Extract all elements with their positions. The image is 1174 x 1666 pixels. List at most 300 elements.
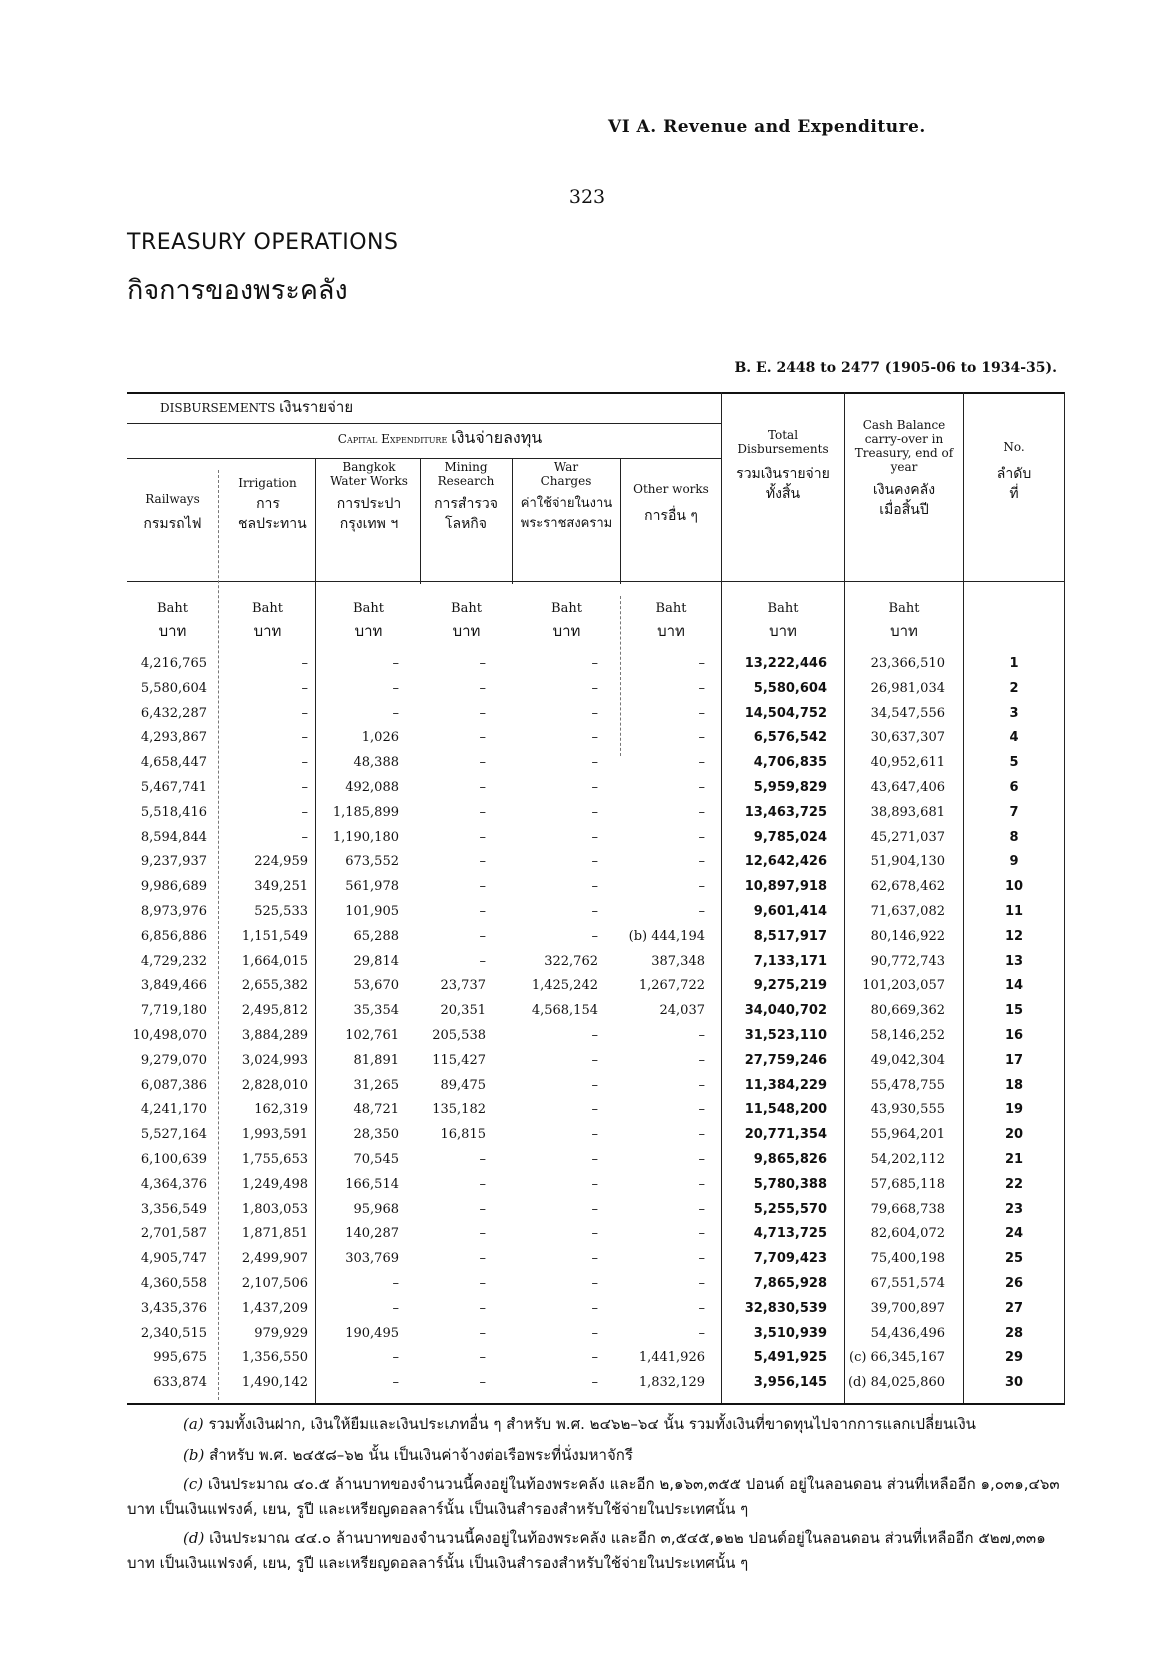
table-row: [127, 1322, 1065, 1347]
cell-war: –: [591, 1127, 598, 1143]
footnote-mark: (a): [183, 1415, 204, 1433]
cell-other: –: [698, 755, 705, 771]
cell-mining: –: [479, 854, 486, 870]
cell-water-works: –: [392, 656, 399, 671]
cell-irrigation: 2,655,382: [241, 978, 308, 994]
col-header-en: Bangkok Water Works: [330, 460, 408, 488]
cell-irrigation: 1,490,142: [241, 1375, 308, 1391]
cell-railways: 9,986,689: [140, 879, 207, 895]
table-row: [127, 1098, 1065, 1123]
table-bottom-rule: [127, 1403, 1065, 1405]
cell-total: 10,897,918: [744, 879, 827, 895]
col-header-th: กรมรถไฟ: [143, 516, 202, 532]
cell-balance: 45,271,037: [870, 829, 945, 845]
cell-number: 18: [1004, 1077, 1024, 1093]
col-header-th: การอื่น ๆ: [644, 508, 698, 524]
cell-irrigation: –: [301, 779, 308, 795]
cell-railways: 4,729,232: [140, 953, 207, 969]
cell-irrigation: –: [301, 705, 308, 721]
cell-total: 3,956,145: [753, 1375, 827, 1391]
cell-war: –: [591, 1151, 598, 1167]
cell-mining: –: [479, 1375, 486, 1391]
cell-irrigation: 1,664,015: [241, 953, 308, 969]
col-header-water-works: [317, 460, 420, 534]
cell-number: 13: [1004, 953, 1024, 969]
cell-number: 7: [1009, 804, 1019, 820]
col-header-en: Total Disbursements: [737, 428, 829, 456]
unit-th: บาท: [552, 622, 581, 640]
cell-total: 5,580,604: [753, 680, 827, 696]
cell-total: 9,865,826: [753, 1151, 827, 1167]
cell-mining: 135,182: [432, 1102, 486, 1118]
col-header-th: ค่าใช้จ่ายในงาน พระราชสงคราม: [520, 496, 613, 531]
cell-railways: 10,498,070: [132, 1027, 207, 1043]
cell-total: 9,275,219: [753, 978, 827, 994]
footnote-text: เงินประมาณ ๔๐.๕ ล้านบาทของจำนวนนี้คงอยู่ในท้องพระคลัง และอีก ๒,๑๖๓,๓๕๕ ปอนด์ อยู่ในลอนดอน ส่วนที่เหลืออีก ๑,๐๓๑,๔๖๓ บาท เป็นเงินแฟรงค์, เยน, รูปี และเหรียญดอลลาร์นั้น เป็นเงินสำรองสำหรับใช้จ่ายในประเทศนั้น ๆ: [127, 1475, 1060, 1518]
cell-total: 12,642,426: [744, 854, 827, 870]
cell-total: 14,504,752: [744, 705, 827, 721]
cell-irrigation: –: [301, 804, 308, 820]
cell-water-works: 48,388: [353, 755, 399, 771]
cell-war: –: [591, 1375, 598, 1391]
unit-mining: [421, 598, 512, 642]
unit-en: Baht: [353, 601, 384, 616]
cell-number: 14: [1004, 978, 1024, 994]
cell-total: 31,523,110: [744, 1027, 827, 1043]
cell-railways: 6,100,639: [140, 1151, 207, 1167]
table-row: [127, 1173, 1065, 1198]
cell-water-works: 1,185,899: [332, 804, 399, 820]
cell-mining: –: [479, 730, 486, 746]
cell-railways: 4,293,867: [140, 730, 207, 746]
cell-other: –: [698, 1251, 705, 1267]
cell-water-works: 561,978: [345, 879, 399, 895]
cell-war: –: [591, 1077, 598, 1093]
cell-railways: 2,340,515: [140, 1325, 207, 1341]
cell-balance: 71,637,082: [870, 903, 945, 919]
cell-number: 23: [1004, 1201, 1024, 1217]
col-header-th: การ ชลประทาน: [238, 496, 307, 532]
cell-mining: –: [479, 1226, 486, 1242]
cell-irrigation: –: [301, 829, 308, 845]
cell-railways: 9,279,070: [140, 1052, 207, 1068]
cell-mining: –: [479, 1275, 486, 1291]
cell-railways: 3,435,376: [140, 1300, 207, 1316]
cell-railways: 995,675: [153, 1350, 207, 1366]
cell-war: –: [591, 1300, 598, 1316]
cell-other: –: [698, 1201, 705, 1217]
header-rule-3: [127, 581, 1065, 582]
cell-number: 28: [1004, 1325, 1024, 1341]
cell-balance: 34,547,556: [870, 705, 945, 721]
cell-irrigation: 979,929: [254, 1325, 308, 1341]
cell-irrigation: 1,356,550: [241, 1350, 308, 1366]
cell-other: –: [698, 730, 705, 746]
disbursements-header: [160, 397, 480, 417]
cell-balance: 80,146,922: [870, 928, 945, 944]
cell-balance: (d) 84,025,860: [847, 1375, 945, 1391]
table-row: [127, 1074, 1065, 1099]
cell-mining: –: [479, 879, 486, 895]
cell-total: 5,255,570: [753, 1201, 827, 1217]
cell-irrigation: 1,249,498: [241, 1176, 308, 1192]
cell-water-works: 95,968: [353, 1201, 399, 1217]
table-row: [127, 1247, 1065, 1272]
unit-th: บาท: [158, 622, 187, 640]
footnote-text: รวมทั้งเงินฝาก, เงินให้ยืมและเงินประเภทอื่น ๆ สำหรับ พ.ศ. ๒๔๖๒–๖๔ นั้น รวมทั้งเงินที่ขาดทุนไปจากการแลกเปลี่ยนเงิน: [208, 1415, 976, 1433]
cell-number: 8: [1009, 829, 1019, 845]
table-row: [127, 1297, 1065, 1322]
cell-war: –: [591, 804, 598, 820]
cell-war: –: [591, 1251, 598, 1267]
cell-irrigation: 2,495,812: [241, 1003, 308, 1019]
cell-water-works: 70,545: [353, 1151, 399, 1167]
cell-total: 20,771,354: [744, 1127, 827, 1143]
footnote-text: สำหรับ พ.ศ. ๒๔๕๘–๖๒ นั้น เป็นเงินค่าจ้างต่อเรือพระที่นั่งมหาจักรี: [209, 1446, 633, 1464]
cell-mining: –: [479, 953, 486, 969]
cell-other: –: [698, 829, 705, 845]
table-row: [127, 1222, 1065, 1247]
cell-war: –: [591, 1176, 598, 1192]
cell-number: 1: [1009, 656, 1019, 671]
cell-balance: 49,042,304: [870, 1052, 945, 1068]
cell-railways: 4,905,747: [140, 1251, 207, 1267]
cell-mining: –: [479, 928, 486, 944]
cell-number: 16: [1004, 1027, 1024, 1043]
cell-balance: 58,146,252: [870, 1027, 945, 1043]
cell-railways: 5,527,164: [140, 1127, 207, 1143]
cell-mining: 205,538: [432, 1027, 486, 1043]
cell-other: –: [698, 1127, 705, 1143]
table-row: [127, 826, 1065, 851]
cell-mining: –: [479, 903, 486, 919]
capital-label-thai: เงินจ่ายลงทุน: [451, 428, 543, 447]
cell-other: –: [698, 1027, 705, 1043]
cell-war: –: [591, 903, 598, 919]
cell-railways: 6,856,886: [140, 928, 207, 944]
cell-balance: 26,981,034: [870, 680, 945, 696]
table-row: [127, 1371, 1065, 1396]
col-header-balance: [845, 418, 963, 520]
cell-irrigation: 3,884,289: [241, 1027, 308, 1043]
col-header-th: เงินคงคลัง เมื่อสิ้นปี: [872, 482, 936, 518]
cell-war: –: [591, 1027, 598, 1043]
cell-total: 34,040,702: [744, 1003, 827, 1019]
cell-other: –: [698, 1151, 705, 1167]
cell-war: –: [591, 1325, 598, 1341]
cell-total: 27,759,246: [744, 1052, 827, 1068]
unit-balance: [845, 598, 963, 642]
cell-irrigation: 1,437,209: [241, 1300, 308, 1316]
cell-mining: –: [479, 829, 486, 845]
cell-other: 1,267,722: [638, 978, 705, 994]
footnote-mark: (b): [183, 1446, 205, 1464]
cell-water-works: –: [392, 680, 399, 696]
col-header-th: ลำดับ ที่: [996, 466, 1032, 502]
unit-th: บาท: [452, 622, 481, 640]
cell-water-works: 673,552: [345, 854, 399, 870]
table-body: [127, 652, 1065, 1396]
cell-mining: –: [479, 1300, 486, 1316]
cell-irrigation: 3,024,993: [241, 1052, 308, 1068]
table-row: [127, 875, 1065, 900]
cell-other: –: [698, 779, 705, 795]
cell-number: 24: [1004, 1226, 1024, 1242]
table-row: [127, 652, 1065, 677]
cell-railways: 4,364,376: [140, 1176, 207, 1192]
table-row: [127, 999, 1065, 1024]
unit-en: Baht: [451, 601, 482, 616]
col-header-en: Mining Research: [437, 460, 495, 488]
date-range: B. E. 2448 to 2477 (1905-06 to 1934-35).: [734, 360, 1057, 376]
cell-other: –: [698, 1275, 705, 1291]
cell-other: –: [698, 903, 705, 919]
unit-en: Baht: [767, 601, 799, 616]
cell-irrigation: 1,803,053: [241, 1201, 308, 1217]
cell-total: 32,830,539: [744, 1300, 827, 1316]
cell-water-works: 35,354: [353, 1003, 399, 1019]
cell-balance: 39,700,897: [870, 1300, 945, 1316]
cell-total: 4,706,835: [753, 755, 827, 771]
cell-other: (b) 444,194: [628, 928, 705, 944]
cell-irrigation: 349,251: [254, 879, 308, 895]
cell-number: 25: [1004, 1251, 1024, 1267]
cell-number: 2: [1009, 680, 1019, 696]
cell-total: 5,959,829: [753, 779, 827, 795]
cell-balance: 79,668,738: [870, 1201, 945, 1217]
page-number: 323: [568, 186, 606, 208]
table-row: [127, 1123, 1065, 1148]
disbursements-label-thai: เงินรายจ่าย: [279, 398, 354, 416]
cell-water-works: –: [392, 1300, 399, 1316]
cell-total: 9,601,414: [753, 903, 827, 919]
cell-war: –: [591, 1102, 598, 1118]
footnote-text: เงินประมาณ ๔๔.๐ ล้านบาทของจำนวนนี้คงอยู่ในท้องพระคลัง และอีก ๓,๕๔๕,๑๒๒ ปอนด์อยู่ในลอนดอน ส่วนที่เหลืออีก ๕๒๗,๓๓๑ บาท เป็นเงินแฟรงค์, เยน, รูปี และเหรียญดอลลาร์นั้น เป็นเงินสำรองสำหรับใช้จ่ายในประเทศนั้น ๆ: [127, 1529, 1046, 1572]
table-row: [127, 1272, 1065, 1297]
cell-water-works: 48,721: [353, 1102, 399, 1118]
cell-balance: 30,637,307: [870, 730, 945, 746]
cell-irrigation: –: [301, 730, 308, 746]
table-row: [127, 1024, 1065, 1049]
cell-balance: 55,964,201: [870, 1127, 945, 1143]
cell-number: 26: [1004, 1275, 1024, 1291]
cell-other: –: [698, 854, 705, 870]
cell-water-works: 1,026: [361, 730, 399, 746]
cell-other: –: [698, 1176, 705, 1192]
cell-railways: 4,360,558: [140, 1275, 207, 1291]
section-heading: VI A. Revenue and Expenditure.: [608, 117, 926, 137]
table-row: [127, 677, 1065, 702]
cell-water-works: 28,350: [353, 1127, 399, 1143]
unit-th: บาท: [890, 622, 918, 640]
cell-water-works: –: [392, 1375, 399, 1391]
col-header-en: War Charges: [540, 460, 592, 488]
cell-water-works: 303,769: [345, 1251, 399, 1267]
cell-war: –: [591, 829, 598, 845]
cell-number: 15: [1004, 1003, 1024, 1019]
cell-railways: 2,701,587: [140, 1226, 207, 1242]
cell-war: –: [591, 705, 598, 721]
unit-railways: [127, 598, 218, 642]
table-row: [127, 850, 1065, 875]
cell-mining: –: [479, 705, 486, 721]
cell-number: 19: [1004, 1102, 1024, 1118]
cell-mining: 115,427: [432, 1052, 486, 1068]
cell-war: –: [591, 680, 598, 696]
cell-war: –: [591, 656, 598, 671]
table-row: [127, 702, 1065, 727]
cell-railways: 7,719,180: [140, 1003, 207, 1019]
cell-water-works: –: [392, 1275, 399, 1291]
col-header-en: No.: [1003, 440, 1025, 454]
cell-balance: 38,893,681: [870, 804, 945, 820]
cell-number: 22: [1004, 1176, 1024, 1192]
cell-irrigation: 162,319: [254, 1102, 308, 1118]
unit-irrigation: [220, 598, 315, 642]
cell-total: 7,709,423: [753, 1251, 827, 1267]
cell-other: –: [698, 1226, 705, 1242]
table-row: [127, 751, 1065, 776]
cell-irrigation: 1,993,591: [241, 1127, 308, 1143]
page-title: TREASURY OPERATIONS: [127, 230, 399, 255]
cell-total: 8,517,917: [753, 928, 827, 944]
cell-war: –: [591, 755, 598, 771]
cell-mining: 23,737: [440, 978, 486, 994]
unit-en: Baht: [551, 601, 582, 616]
table-row: [127, 1049, 1065, 1074]
cell-other: –: [698, 1077, 705, 1093]
header-rule-2: [127, 458, 721, 459]
cell-other: –: [698, 680, 705, 696]
footnote-d: [127, 1526, 1067, 1576]
col-header-irrigation: [220, 476, 315, 534]
table-row: [127, 726, 1065, 751]
cell-irrigation: 2,499,907: [241, 1251, 308, 1267]
cell-railways: 5,580,604: [140, 680, 207, 696]
cell-balance: 54,202,112: [870, 1151, 945, 1167]
cell-number: 6: [1009, 779, 1019, 795]
footnotes: [127, 1412, 1067, 1576]
col-header-other: [621, 482, 721, 526]
cell-other: 1,441,926: [638, 1350, 705, 1366]
cell-railways: 8,973,976: [140, 903, 207, 919]
disbursements-label: DISBURSEMENTS: [160, 401, 276, 415]
cell-mining: –: [479, 1350, 486, 1366]
cell-number: 3: [1009, 705, 1019, 721]
unit-en: Baht: [888, 601, 920, 616]
cell-balance: 82,604,072: [870, 1226, 945, 1242]
cell-railways: 3,356,549: [140, 1201, 207, 1217]
col-header-no: [964, 440, 1064, 504]
page-title-thai: กิจการของพระคลัง: [127, 275, 348, 306]
cell-mining: –: [479, 804, 486, 820]
cell-number: 17: [1004, 1052, 1024, 1068]
unit-water-works: [317, 598, 420, 642]
table-row: [127, 801, 1065, 826]
cell-war: –: [591, 1201, 598, 1217]
cell-mining: 89,475: [440, 1077, 486, 1093]
cell-irrigation: –: [301, 680, 308, 696]
cell-water-works: –: [392, 1350, 399, 1366]
cell-other: –: [698, 879, 705, 895]
cell-war: –: [591, 1275, 598, 1291]
cell-number: 11: [1004, 903, 1024, 919]
cell-mining: –: [479, 1201, 486, 1217]
cell-balance: 57,685,118: [870, 1176, 945, 1192]
cell-water-works: 492,088: [345, 779, 399, 795]
cell-number: 12: [1004, 928, 1024, 944]
col-header-railways: [127, 492, 218, 534]
cell-war: 1,425,242: [531, 978, 598, 994]
cell-railways: 5,467,741: [140, 779, 207, 795]
cell-railways: 4,658,447: [140, 755, 207, 771]
cell-war: –: [591, 730, 598, 746]
cell-irrigation: –: [301, 755, 308, 771]
cell-number: 4: [1009, 730, 1019, 746]
cell-war: –: [591, 879, 598, 895]
cell-mining: –: [479, 1325, 486, 1341]
cell-other: 1,832,129: [638, 1375, 705, 1391]
cell-water-works: 65,288: [353, 928, 399, 944]
unit-en: Baht: [655, 601, 687, 616]
col-header-en: Railways: [145, 492, 200, 506]
cell-balance: 51,904,130: [870, 854, 945, 870]
cell-irrigation: 1,151,549: [241, 928, 308, 944]
header-rule-1: [127, 423, 721, 424]
cell-other: –: [698, 656, 705, 671]
cell-water-works: 190,495: [345, 1325, 399, 1341]
cell-mining: 16,815: [440, 1127, 486, 1143]
cell-railways: 6,087,386: [140, 1077, 207, 1093]
cell-total: 7,865,928: [753, 1275, 827, 1291]
cell-other: –: [698, 705, 705, 721]
cell-number: 30: [1004, 1375, 1024, 1391]
unit-th: บาท: [769, 622, 797, 640]
table-row: [127, 974, 1065, 999]
cell-irrigation: 525,533: [254, 903, 308, 919]
cell-total: 13,463,725: [744, 804, 827, 820]
cell-balance: 55,478,755: [870, 1077, 945, 1093]
cell-balance: 90,772,743: [870, 953, 945, 969]
cell-number: 29: [1004, 1350, 1024, 1366]
table-row: [127, 776, 1065, 801]
cell-balance: 75,400,198: [870, 1251, 945, 1267]
cell-war: –: [591, 1350, 598, 1366]
cell-mining: –: [479, 656, 486, 671]
cell-railways: 4,241,170: [140, 1102, 207, 1118]
cell-number: 21: [1004, 1151, 1024, 1167]
cell-mining: 20,351: [440, 1003, 486, 1019]
cell-number: 20: [1004, 1127, 1024, 1143]
cell-war: –: [591, 854, 598, 870]
cell-number: 5: [1009, 755, 1019, 771]
cell-mining: –: [479, 1176, 486, 1192]
col-header-en: Other works: [633, 482, 709, 496]
col-header-th: การสำรวจ โลหกิจ: [434, 496, 498, 532]
cell-balance: 101,203,057: [862, 978, 945, 994]
col-header-th: รวมเงินรายจ่าย ทั้งสิ้น: [736, 466, 830, 502]
cell-other: –: [698, 1102, 705, 1118]
table-row: [127, 925, 1065, 950]
table-row: [127, 1198, 1065, 1223]
cell-water-works: 1,190,180: [332, 829, 399, 845]
col-header-war: [513, 460, 620, 534]
cell-balance: 54,436,496: [870, 1325, 945, 1341]
cell-total: 5,491,925: [753, 1350, 827, 1366]
cell-water-works: 166,514: [345, 1176, 399, 1192]
cell-other: 387,348: [651, 953, 705, 969]
cell-total: 5,780,388: [753, 1176, 827, 1192]
